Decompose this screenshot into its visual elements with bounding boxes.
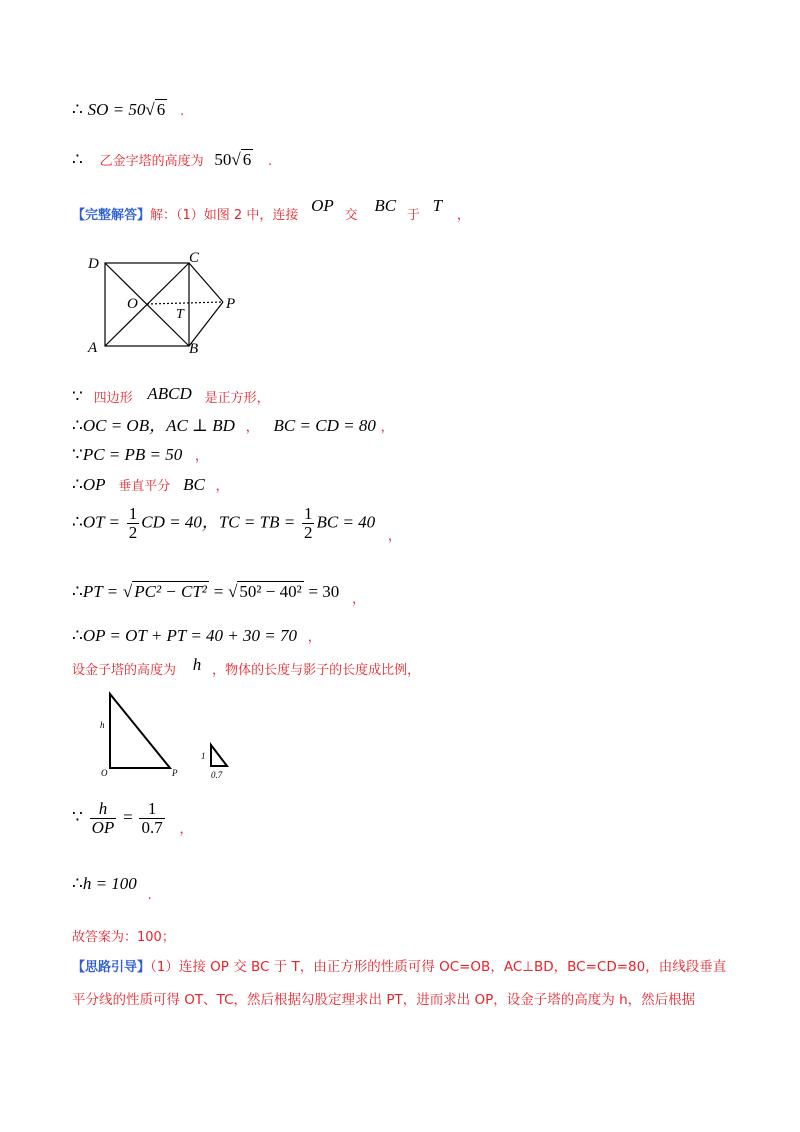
- label-d: D: [88, 256, 99, 272]
- math-bc: BC: [374, 196, 397, 215]
- math-expr: SO = 50: [87, 100, 146, 119]
- math-expr: OT =: [82, 512, 120, 532]
- math-op: OP: [82, 475, 106, 494]
- section-tag: 【完整解答】: [72, 208, 151, 223]
- step-bisector: [72, 475, 229, 497]
- fraction-half: [127, 505, 140, 542]
- comma: ，: [215, 479, 229, 494]
- numerator: h: [90, 800, 117, 819]
- step-op: [72, 626, 321, 648]
- math-abcd: ABCD: [147, 384, 192, 403]
- label-p: P: [226, 296, 236, 312]
- label-h: h: [100, 720, 105, 730]
- therefore-symbol: ∴: [72, 874, 83, 893]
- connector-text: 于: [406, 208, 420, 223]
- denominator: 2: [128, 523, 138, 542]
- comma: ，: [195, 449, 209, 464]
- comma: ，: [387, 528, 401, 544]
- statement-text: 乙金字塔的高度为: [99, 154, 204, 169]
- math-expr: OP = OT + PT = 40 + 30 = 70: [82, 626, 297, 645]
- section-tag: 【思路引导】: [72, 960, 151, 975]
- label-o: O: [127, 296, 138, 312]
- comma: ，: [380, 420, 394, 435]
- triangles-figure: [95, 688, 245, 783]
- step-square: [72, 384, 270, 409]
- label-zero-seven: 0.7: [211, 770, 223, 780]
- comma: ，: [307, 630, 321, 645]
- equals: =: [213, 582, 224, 601]
- fraction-half: [302, 505, 315, 542]
- step-ot-tc: [72, 505, 401, 545]
- comma: ，: [179, 821, 193, 837]
- step-pc-pb: [72, 445, 208, 467]
- therefore-symbol: ∴: [72, 582, 83, 601]
- comma: ，: [245, 420, 259, 435]
- denominator: OP: [91, 818, 115, 837]
- step-text: 四边形: [93, 391, 133, 406]
- denominator: 0.7: [141, 818, 163, 837]
- label-one: 1: [201, 751, 206, 761]
- label-p: P: [172, 768, 178, 778]
- math-expr: OC = OB，AC ⊥ BD: [82, 416, 235, 435]
- step-pt: ∴PT = √ PC² − CT² = √ 50² − 40² = 30 ，: [72, 582, 366, 607]
- therefore-symbol: ∴: [72, 150, 83, 169]
- because-symbol: ∵: [72, 445, 83, 464]
- therefore-symbol: ∴: [72, 100, 83, 119]
- therefore-symbol: ∴: [72, 626, 83, 645]
- math-expr: = 30: [308, 582, 340, 601]
- radicand: 50² − 40²: [239, 582, 302, 601]
- line-height-result: ∴ 乙金字塔的高度为 50√ 6 .: [72, 150, 273, 169]
- therefore-symbol: ∴: [72, 512, 83, 532]
- dot: .: [268, 154, 273, 169]
- denominator: 2: [303, 523, 313, 542]
- therefore-symbol: ∴: [72, 475, 83, 494]
- numerator: 1: [303, 504, 313, 523]
- line-so: ∴ SO = 50√ 6 .: [72, 100, 185, 119]
- numerator: 1: [128, 504, 138, 523]
- square-figure: [85, 250, 245, 360]
- step-proportion: [72, 655, 421, 681]
- label-t: T: [176, 307, 184, 322]
- complete-answer-line: [72, 196, 470, 226]
- math-expr: h = 100: [82, 874, 137, 893]
- step-h-result: [72, 874, 152, 903]
- math-value: 50: [214, 150, 232, 169]
- radicand: 6: [242, 150, 252, 169]
- because-symbol: ∵: [72, 807, 83, 827]
- intro-text: 解：（1）如图 2 中，连接: [150, 208, 299, 223]
- step-text: 设金子塔的高度为: [72, 663, 177, 678]
- radicand: 6: [156, 100, 166, 119]
- hint-paragraph: [72, 951, 732, 1016]
- label-o: O: [101, 768, 108, 778]
- step-oc-ob: [72, 416, 394, 438]
- fraction-1-07: [139, 800, 164, 837]
- step-text: ，物体的长度与影子的长度成比例，: [212, 663, 421, 678]
- label-b: B: [189, 341, 199, 357]
- step-text: 垂直平分: [118, 479, 171, 494]
- answer-text: 故答案为：100；: [72, 930, 175, 945]
- math-expr: BC = 40: [316, 512, 376, 532]
- equals: =: [123, 807, 133, 827]
- math-expr: PC = PB = 50: [82, 445, 183, 464]
- hint-text: （1）连接 OP 交 BC 于 T，由正方形的性质可得 OC=OB，AC⊥BD，BC=CD=80，由线段垂直平分线的性质可得 OT、TC，然后根据勾股定理求出 PT，进而求出 OP，设金子塔的高度为 h，然后根据: [72, 959, 727, 1008]
- math-expr: CD = 40，TC = TB =: [141, 512, 296, 532]
- dot: .: [147, 888, 152, 903]
- connector-text: 交: [344, 208, 358, 223]
- label-c: C: [189, 250, 200, 266]
- numerator: 1: [139, 800, 164, 819]
- math-expr: BC = CD = 80: [273, 416, 376, 435]
- answer-line: [72, 926, 175, 948]
- fraction-h-op: [90, 800, 117, 837]
- step-ratio: [72, 800, 192, 848]
- step-text: 是正方形，: [204, 391, 270, 406]
- therefore-symbol: ∴: [72, 416, 83, 435]
- comma: ，: [456, 208, 470, 223]
- math-op: OP: [311, 196, 334, 215]
- math-expr: PT =: [82, 582, 119, 601]
- label-a: A: [88, 340, 98, 356]
- dot: .: [179, 104, 185, 119]
- math-bc: BC: [183, 475, 205, 494]
- because-symbol: ∵: [72, 387, 83, 406]
- math-h: h: [192, 655, 202, 674]
- radicand: PC² − CT²: [134, 582, 207, 601]
- math-t: T: [432, 196, 443, 215]
- comma: ，: [352, 592, 366, 607]
